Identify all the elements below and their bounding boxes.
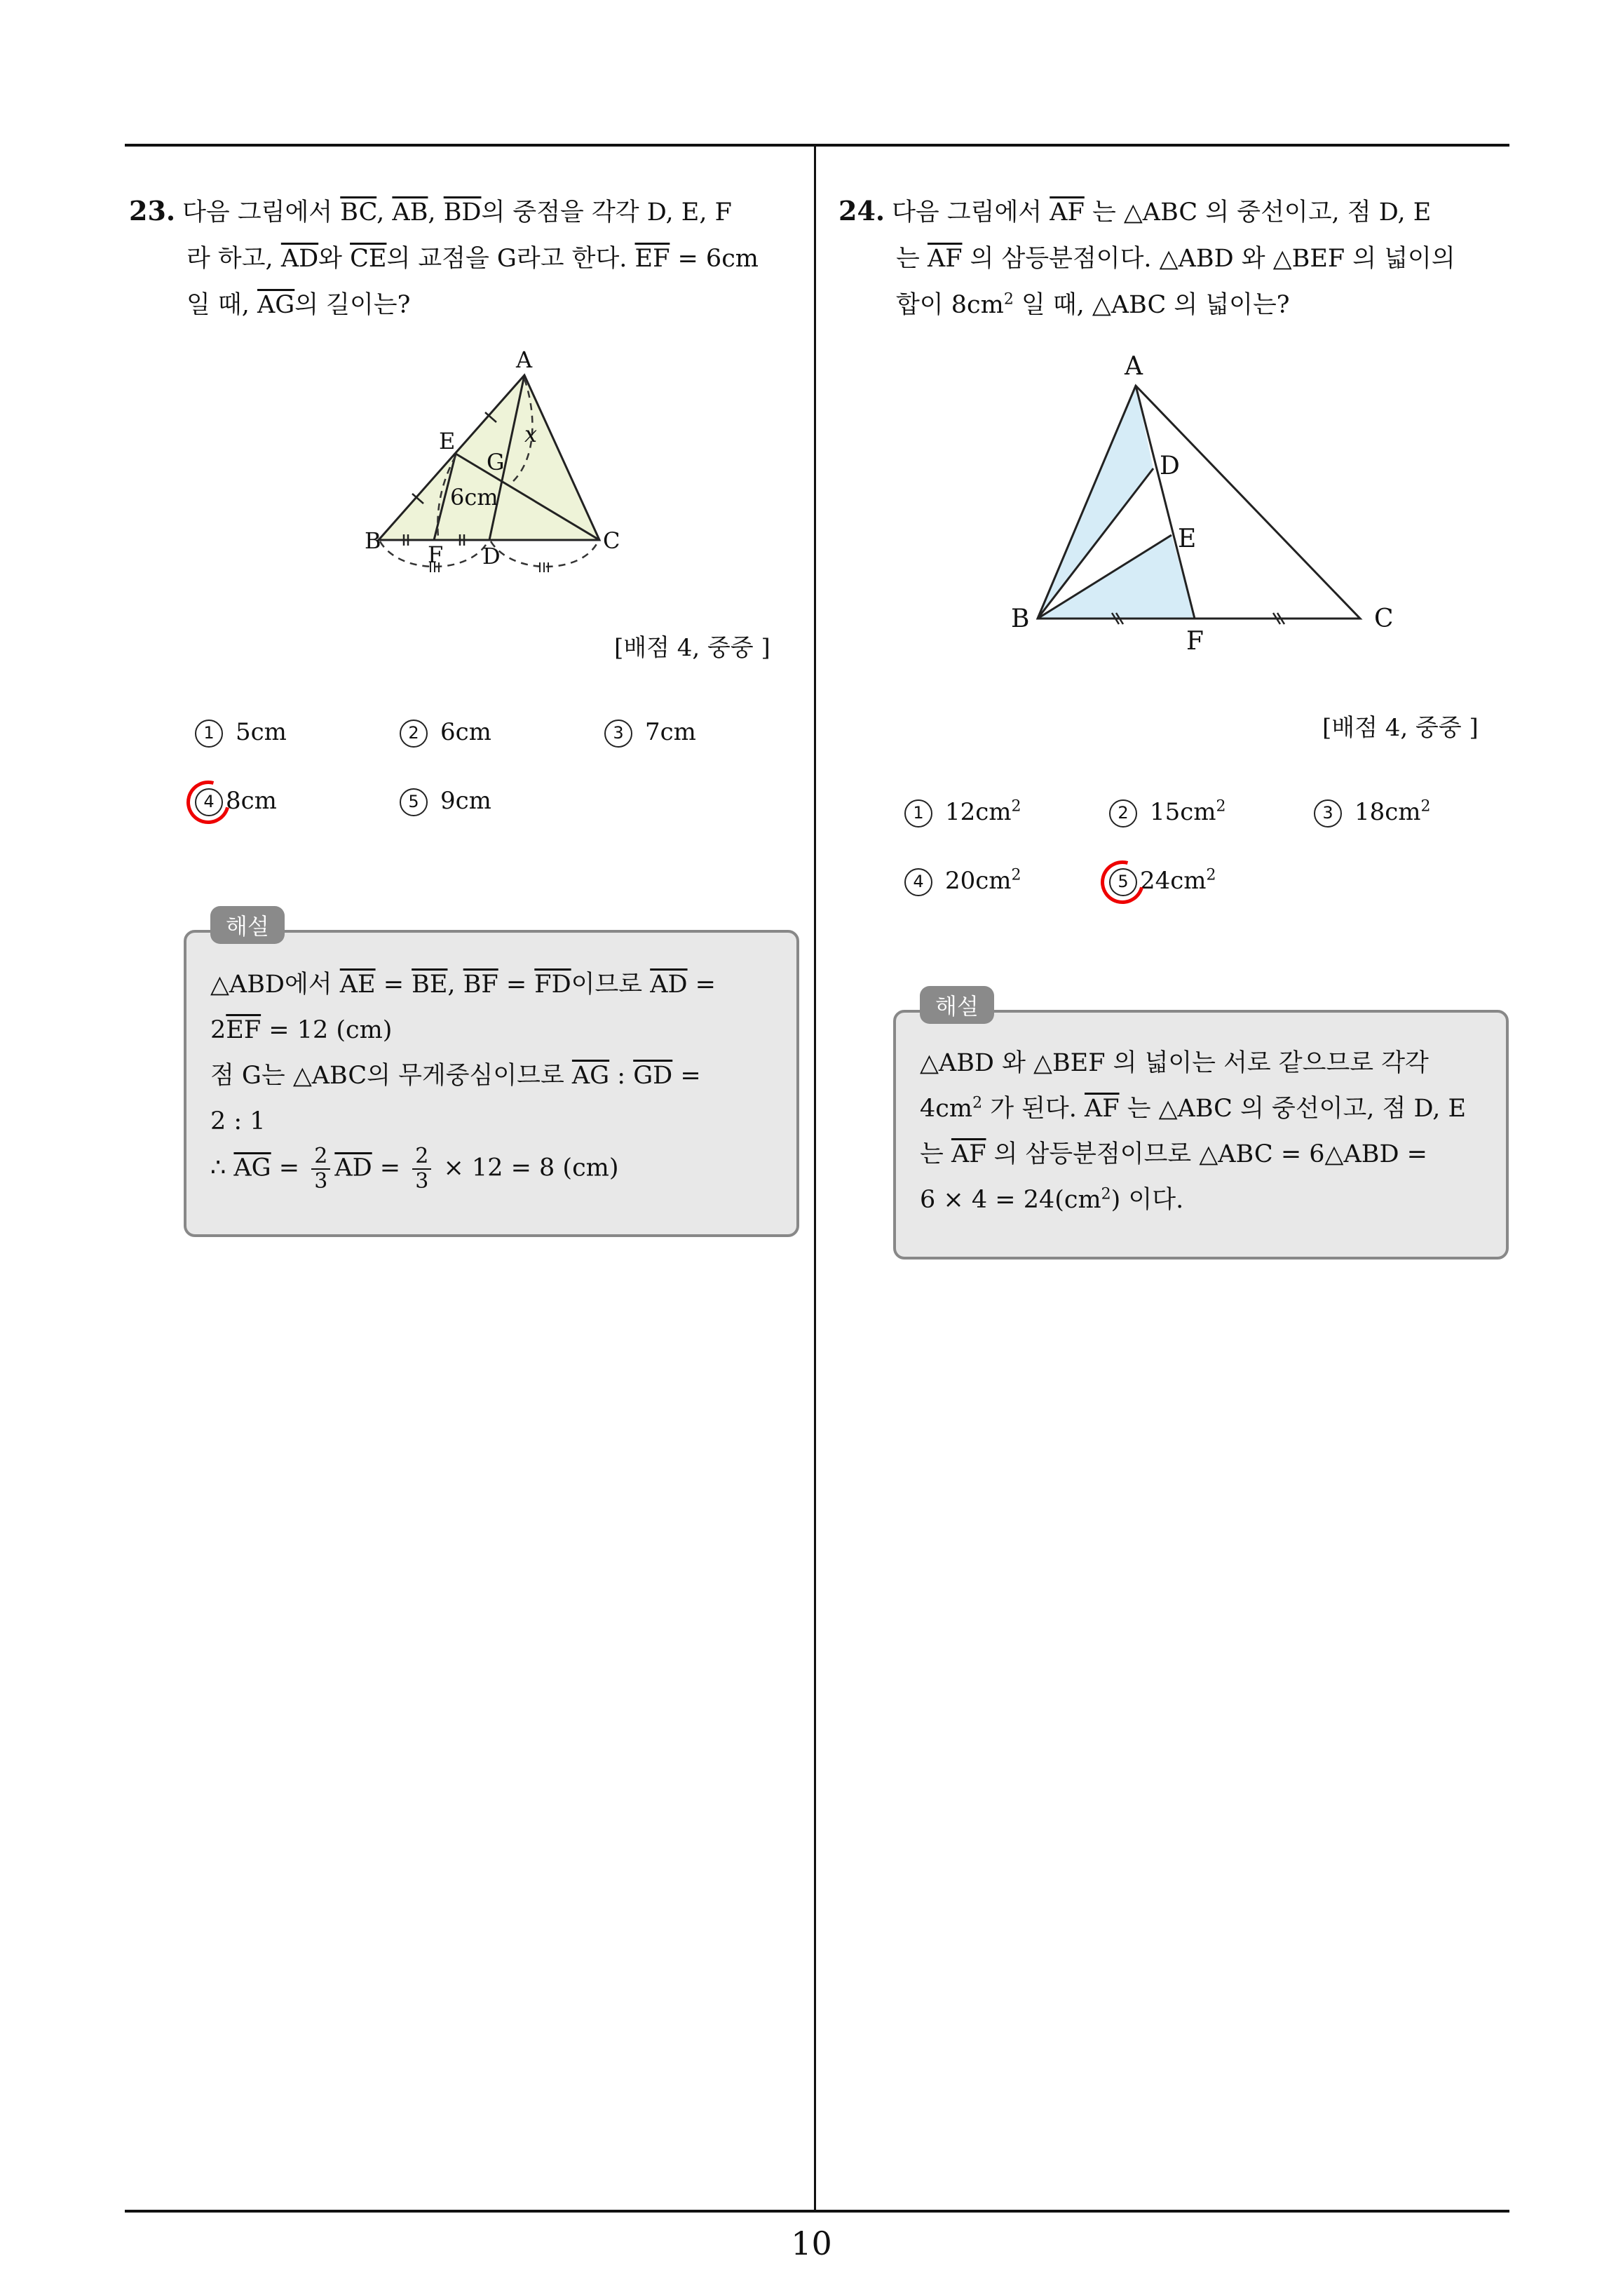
q23-sol-eq-2: =: [498, 971, 535, 999]
q23-choice-2-mark: 2: [400, 720, 428, 748]
q24-sol-line-4: [920, 1177, 1495, 1223]
q24-number: 24.: [838, 195, 885, 227]
q23-sol-comma: ,: [447, 971, 463, 999]
q24-choice-1-mark: 1: [904, 799, 932, 828]
q23-sol-ae: $\overline{AE}$: [339, 971, 376, 999]
q23-choice-3[interactable]: [604, 718, 696, 748]
q24-line-3: [838, 282, 1512, 328]
q23-sol-colon: :: [609, 1062, 634, 1090]
q24-label-f: F: [1186, 627, 1204, 656]
bottom-rule: [125, 2210, 1509, 2213]
q23-text-1: 다음 그림에서 $\overline{BC}$, $\overline{AB}$, $\overline{BD}$의 중점을 각각 D, E, F: [182, 198, 732, 227]
q24-figure: [1010, 344, 1430, 666]
q24-choice-5-mark: 5: [1109, 868, 1137, 896]
q24-choice-4-sup: 2: [1011, 866, 1021, 884]
q23-sol-eq-5: =: [271, 1154, 308, 1182]
q24-answer-mark: [1093, 853, 1153, 912]
q24-sol-line-2: [920, 1086, 1495, 1132]
q24-choice-5-sup: 2: [1206, 866, 1216, 884]
q23-sol-ad: $\overline{AD}$: [650, 971, 688, 999]
q23-sol-eq-6: =: [372, 1154, 409, 1182]
q24-solution-tab: 해설: [920, 986, 994, 1024]
q23-sol-result-1: = 12 (cm): [261, 1016, 393, 1044]
q23-sol-ad-2: $\overline{AD}$: [334, 1154, 372, 1182]
q23-line-3: 일 때, $\overline{AG}$의 길이는?: [186, 291, 411, 319]
q23-label-e: E: [439, 428, 456, 454]
q23-answer-mark: [179, 773, 238, 832]
q23-sol-fd: $\overline{FD}$: [534, 971, 571, 999]
q23-label-f: F: [428, 541, 444, 568]
q23-choice-4-wrap: [195, 787, 223, 816]
q23-line-2: 라 하고, $\overline{AD}$와 $\overline{CE}$의 교점을 G라고 한다. $\overline{EF} = 6cm$: [186, 245, 759, 273]
q23-sol-frac-1-den: 3: [314, 1169, 328, 1194]
q24-choice-2-text: 15cm: [1150, 798, 1216, 826]
q23-label-d: D: [482, 543, 501, 569]
q24-label-b: B: [1011, 605, 1030, 633]
q23-choice-3-text: 7cm: [645, 718, 696, 746]
q23-choice-1-mark: 1: [195, 720, 223, 748]
q24-choice-1[interactable]: [904, 798, 1021, 828]
q23-sol-ag: $\overline{AG}$: [571, 1062, 610, 1090]
question-24: [838, 188, 1512, 328]
q23-sol-line-4: 2 : 1: [210, 1107, 266, 1135]
q24-sol-text-2a: 4cm: [920, 1095, 973, 1123]
q24-text-3c: 일 때, △ABC 의 넓이는?: [1013, 291, 1290, 319]
column-divider: [814, 144, 816, 2211]
q23-choice-4[interactable]: [195, 787, 277, 816]
q23-sol-fraction-2: [412, 1144, 431, 1194]
q24-choice-2-mark: 2: [1109, 799, 1137, 828]
q23-label-b: B: [365, 527, 381, 554]
q23-sol-frac-2-den: 3: [415, 1169, 429, 1194]
q23-choice-3-mark: 3: [604, 720, 632, 748]
q23-sol-be: $\overline{BE}$: [412, 971, 448, 999]
q24-line-1: [838, 188, 1512, 236]
q24-choice-5-wrap: [1109, 867, 1137, 896]
q24-label-a: A: [1125, 352, 1143, 381]
q24-sol-sup-2: 2: [1101, 1185, 1111, 1203]
q24-choice-4-text: 20cm: [945, 867, 1012, 895]
top-rule: [125, 144, 1509, 147]
q24-sol-text-4c: ) 이다.: [1111, 1186, 1184, 1214]
q24-choice-5-text: 24cm: [1140, 867, 1207, 895]
q23-line-1: [129, 188, 802, 236]
q24-choice-4-mark: 4: [904, 868, 932, 896]
q23-label-c: C: [603, 527, 620, 554]
q24-sol-af-1: $\overline{AF}$: [1085, 1095, 1120, 1123]
q24-sol-sup-1: 2: [972, 1094, 983, 1112]
q23-sol-text-3a: 점 G는 △ABC의 무게중심이므로: [210, 1062, 572, 1090]
q24-text-2c: 의 삼등분점이다. △ABD 와 △BEF 의 넓이의: [962, 245, 1455, 273]
q23-number: 23.: [129, 195, 176, 227]
q24-choice-3-mark: 3: [1314, 799, 1342, 828]
q23-meta: [배점 4, 중중 ]: [614, 634, 770, 662]
q23-sol-gd: $\overline{GD}$: [633, 1062, 673, 1090]
q23-choice-2[interactable]: [400, 718, 491, 748]
q24-label-c: C: [1374, 605, 1394, 633]
q23-sol-line-5: [210, 1144, 785, 1194]
q24-meta: [배점 4, 중중 ]: [1322, 714, 1479, 742]
q24-choice-4[interactable]: [904, 867, 1021, 896]
q23-choice-2-text: 6cm: [440, 718, 491, 746]
q23-sol-frac-1-num: 2: [311, 1144, 330, 1170]
q23-sol-two: 2: [210, 1016, 226, 1044]
question-23: [129, 188, 802, 328]
q23-sol-eq-1: =: [375, 971, 412, 999]
q23-choice-1-text: 5cm: [236, 718, 287, 746]
q24-label-e: E: [1178, 525, 1197, 553]
q24-text-3a: 합이 8cm: [896, 291, 1004, 319]
q23-sol-line-3: [210, 1053, 785, 1099]
q24-sol-text-2c: 가 된다.: [982, 1095, 1085, 1123]
q24-choice-3[interactable]: [1314, 798, 1431, 828]
q24-choice-2[interactable]: [1109, 798, 1226, 828]
q24-choice-3-sup: 2: [1420, 797, 1431, 816]
q24-af-2: $\overline{AF}$: [927, 245, 963, 273]
q23-sol-text-1a: △ABD에서: [210, 971, 340, 999]
q24-text-2a: 는: [896, 245, 928, 273]
q24-solution-body: [920, 1041, 1495, 1223]
q24-choice-3-text: 18cm: [1354, 798, 1421, 826]
q23-sol-eq-3: =: [687, 971, 716, 999]
q23-label-len: 6cm: [450, 484, 498, 511]
q24-choice-1-sup: 2: [1011, 797, 1021, 816]
q24-sup: 2: [1003, 290, 1014, 309]
q24-sol-text-3a: 는: [920, 1140, 951, 1168]
q24-sol-text-2e: 는 △ABC 의 중선이고, 점 D, E: [1119, 1095, 1467, 1123]
q23-choice-5-text: 9cm: [440, 787, 491, 815]
q23-sol-therefore: ∴: [210, 1154, 234, 1182]
q24-choice-5[interactable]: [1109, 867, 1216, 896]
q23-choice-5-mark: 5: [400, 788, 428, 816]
q23-solution-tab: 해설: [210, 906, 285, 944]
q24-sol-line-1: △ABD 와 △BEF 의 넓이는 서로 같으므로 각각: [920, 1049, 1429, 1077]
q23-choice-1[interactable]: [195, 718, 287, 748]
q23-sol-line-2: [210, 1008, 785, 1053]
q23-sol-line-1: [210, 962, 785, 1008]
q24-sol-af-2: $\overline{AF}$: [951, 1140, 986, 1168]
q23-sol-ef: $\overline{EF}$: [226, 1016, 262, 1044]
q23-sol-bf: $\overline{BF}$: [463, 971, 498, 999]
q24-af-1: $\overline{AF}$: [1050, 198, 1085, 227]
q23-choice-4-mark: 4: [195, 788, 223, 816]
q24-text-1c: 는 △ABC 의 중선이고, 점 D, E: [1084, 198, 1432, 227]
q23-figure: [351, 344, 645, 596]
q23-sol-eq-4: =: [672, 1062, 701, 1090]
q24-sol-text-4a: 6 × 4 = 24(cm: [920, 1186, 1101, 1214]
q23-sol-ag-2: $\overline{AG}$: [233, 1154, 271, 1182]
q24-triangle-abc: [1038, 386, 1360, 619]
q24-choice-1-text: 12cm: [945, 798, 1012, 826]
q24-sol-line-3: [920, 1132, 1495, 1177]
q23-label-x: x: [524, 421, 538, 447]
q23-label-g: G: [487, 449, 505, 475]
q24-label-d: D: [1160, 452, 1180, 480]
q24-choice-2-sup: 2: [1216, 797, 1226, 816]
q23-choice-4-text: 8cm: [226, 787, 277, 815]
page-number: 10: [791, 2224, 832, 2262]
q23-sol-result-2: × 12 = 8 (cm): [435, 1154, 619, 1182]
q23-label-a: A: [516, 346, 533, 373]
q23-sol-text-1i: 이므로: [571, 971, 651, 999]
q23-sol-frac-2-num: 2: [412, 1144, 431, 1170]
q24-line-2: [838, 236, 1512, 282]
q24-text-1a: 다음 그림에서: [892, 198, 1050, 227]
q23-choice-5[interactable]: [400, 787, 491, 816]
q24-sol-text-3c: 의 삼등분점이므로 △ABC = 6△ABD =: [986, 1140, 1427, 1168]
q23-sol-fraction-1: [311, 1144, 330, 1194]
q23-solution-body: [210, 962, 785, 1194]
